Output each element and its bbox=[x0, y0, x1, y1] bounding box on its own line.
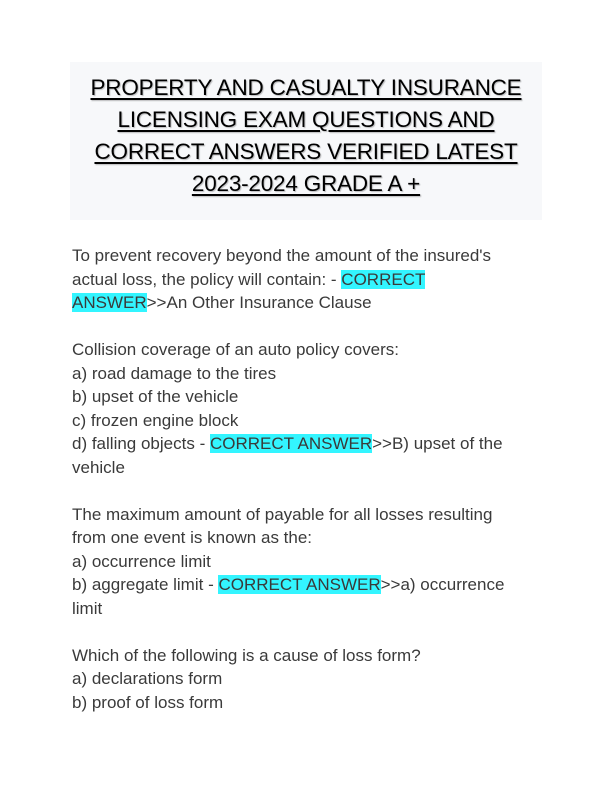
option-text: b) aggregate limit - bbox=[72, 575, 219, 594]
option-text: d) falling objects - bbox=[72, 434, 210, 453]
question-text: To prevent recovery beyond the amount of the insured's bbox=[72, 246, 492, 265]
option-text: a) declarations form bbox=[72, 669, 223, 688]
question-block-3 bbox=[72, 503, 552, 621]
option-text: b) proof of loss form bbox=[72, 692, 224, 712]
answer-line bbox=[72, 291, 552, 315]
question-text: Collision coverage of an auto policy covers: bbox=[72, 340, 399, 359]
answer-text: >>B) upset of the bbox=[372, 434, 503, 453]
correct-answer-highlight: CORRECT ANSWER bbox=[218, 575, 381, 594]
question-text-fragment: actual loss, the policy will contain: - bbox=[72, 269, 342, 289]
option-text: a) occurrence limit bbox=[72, 551, 211, 571]
document-title bbox=[70, 62, 542, 200]
question-block-2 bbox=[72, 338, 552, 479]
correct-answer-highlight: CORRECT bbox=[341, 269, 426, 289]
answer-text: >>a) occurrence bbox=[380, 575, 505, 594]
correct-answer-highlight: ANSWER bbox=[72, 293, 147, 312]
answer-text: vehicle bbox=[72, 457, 125, 477]
answer-line bbox=[72, 573, 552, 597]
title-line: LICENSING EXAM QUESTIONS AND bbox=[117, 107, 495, 132]
question-text: Which of the following is a cause of loss form? bbox=[72, 645, 421, 665]
question-text: from one event is known as the: bbox=[72, 528, 313, 547]
document-body bbox=[72, 244, 552, 738]
question-text: The maximum amount of payable for all losses resulting bbox=[72, 504, 493, 524]
question-block-1 bbox=[72, 244, 552, 315]
option-text: b) upset of the vehicle bbox=[72, 387, 239, 406]
title-line: 2023-2024 GRADE A + bbox=[191, 171, 421, 196]
title-line: PROPERTY AND CASUALTY INSURANCE bbox=[90, 75, 522, 100]
option-text: a) road damage to the tires bbox=[72, 363, 277, 383]
title-line: CORRECT ANSWERS VERIFIED LATEST bbox=[94, 139, 518, 164]
answer-text: limit bbox=[72, 598, 103, 618]
option-text: c) frozen engine block bbox=[72, 410, 239, 430]
title-box bbox=[70, 62, 542, 220]
correct-answer-highlight: CORRECT ANSWER bbox=[209, 434, 373, 453]
answer-line bbox=[72, 432, 552, 456]
answer-text: >>An Other Insurance Clause bbox=[146, 293, 372, 312]
question-text bbox=[72, 268, 552, 292]
question-block-4 bbox=[72, 644, 552, 715]
